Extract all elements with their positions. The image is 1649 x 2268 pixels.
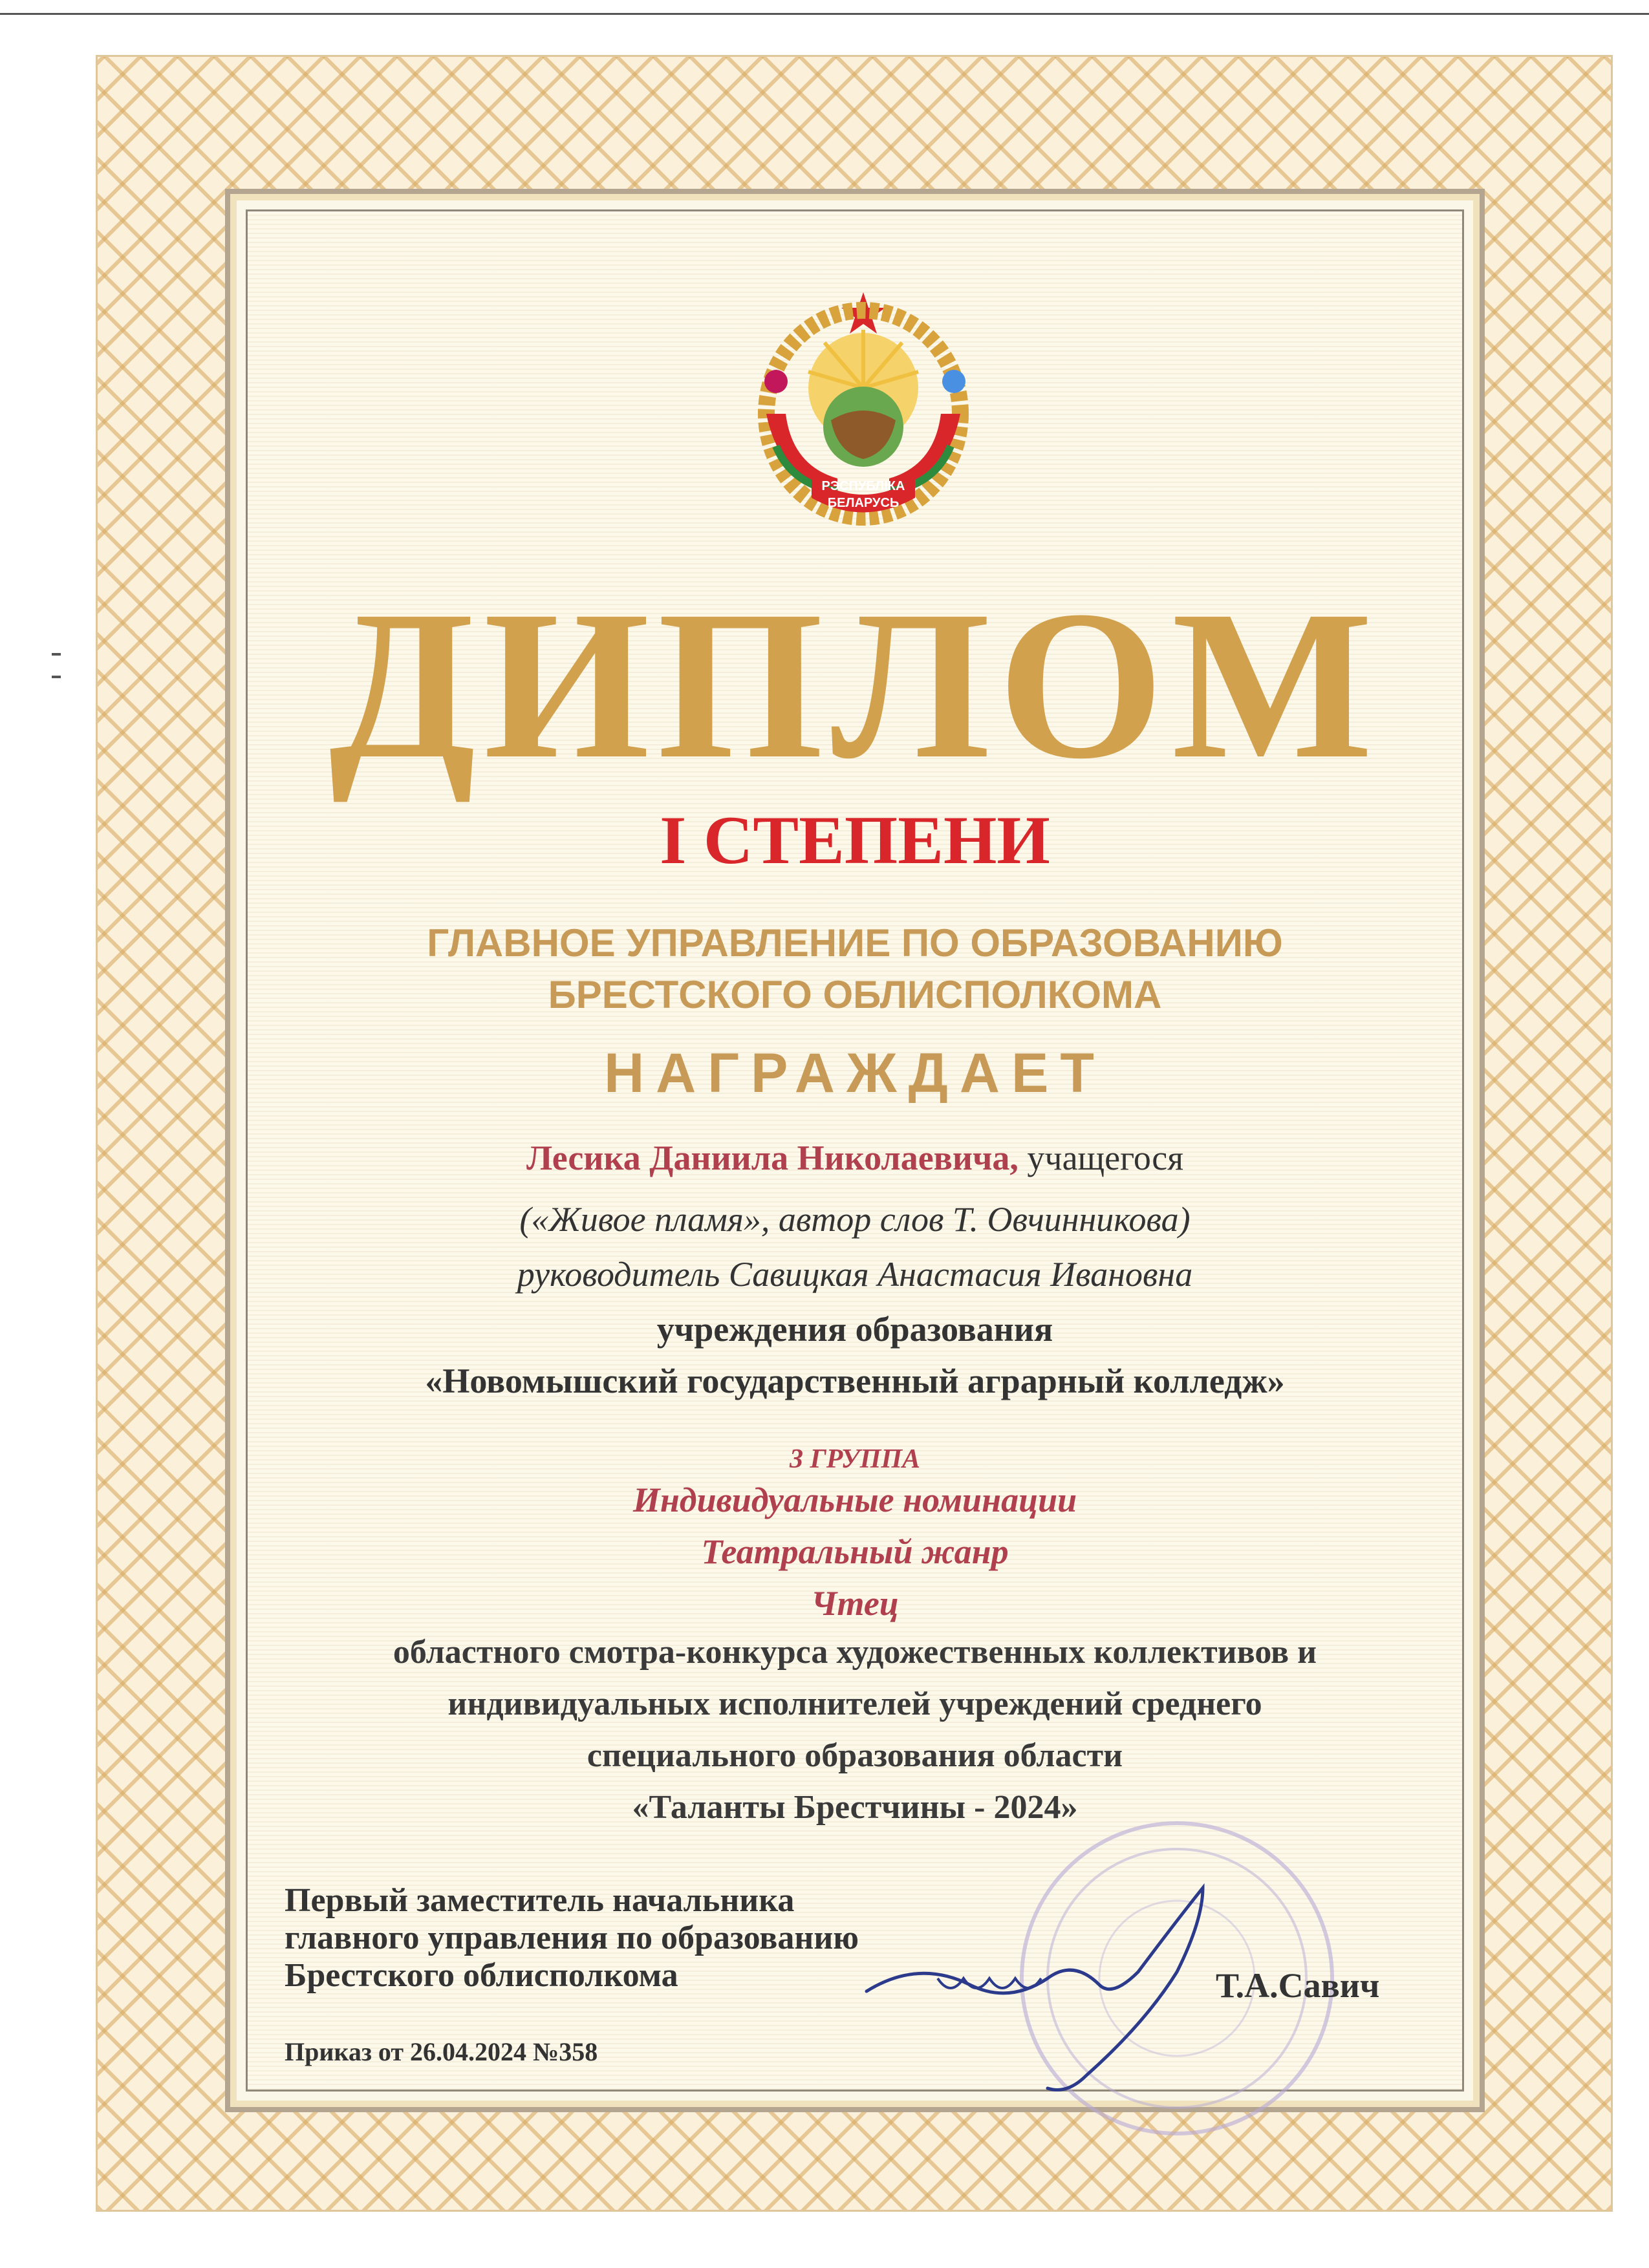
contest-line-2: индивидуальных исполнителей учреждений среднего <box>447 1685 1262 1722</box>
nomination-category: Индивидуальные номинации <box>632 1481 1077 1519</box>
recipient-role: учащегося <box>1018 1139 1184 1177</box>
recipient-name: Лесика Даниила Николаевича, <box>526 1139 1018 1177</box>
organization-line-2: БРЕСТСКОГО ОБЛИСПОЛКОМА <box>548 973 1162 1016</box>
scan-edge-line <box>0 13 1649 15</box>
work-title: («Живое пламя», автор слов Т. Овчинникова) <box>519 1200 1191 1239</box>
signer-position-line-2: главного управления по образованию <box>285 1920 859 1956</box>
contest-line-1: областного смотра-конкурса художественных коллективов и <box>393 1634 1317 1671</box>
handwritten-signature <box>841 1830 1229 2101</box>
signer-name: Т.А.Савич <box>1216 1966 1380 2005</box>
signer-position-line-1: Первый заместитель начальника <box>285 1882 795 1919</box>
contest-line-3: специального образования области <box>587 1737 1123 1774</box>
diploma-degree: I СТЕПЕНИ <box>660 802 1050 878</box>
order-reference: Приказ от 26.04.2024 №358 <box>285 2037 598 2066</box>
svg-text:РЭСПУБЛІКА: РЭСПУБЛІКА <box>821 479 905 493</box>
scan-mark <box>52 676 61 678</box>
institution-line-2: «Новомышский государственный аграрный колледж» <box>425 1362 1285 1400</box>
organization-line-1: ГЛАВНОЕ УПРАВЛЕНИЕ ПО ОБРАЗОВАНИЮ <box>427 921 1283 965</box>
signer-position-line-3: Брестского облисполкома <box>285 1957 678 1994</box>
recipient-line <box>225 1135 1485 1181</box>
leader-name: руководитель Савицкая Анастасия Ивановна <box>517 1255 1193 1294</box>
scan-mark <box>52 653 61 656</box>
contest-line-4: «Таланты Брестчины - 2024» <box>632 1789 1078 1826</box>
diploma-title: ДИПЛОМ <box>329 567 1381 803</box>
belarus-coat-of-arms-icon <box>740 284 986 530</box>
institution-line-1: учреждения образования <box>656 1310 1053 1349</box>
group-label: 3 ГРУППА <box>789 1444 921 1474</box>
awards-heading: НАГРАЖДАЕТ <box>604 1042 1106 1104</box>
nomination-genre: Театральный жанр <box>701 1532 1009 1571</box>
svg-text:БЕЛАРУСЬ: БЕЛАРУСЬ <box>827 496 900 510</box>
nomination-type: Чтец <box>811 1584 899 1623</box>
